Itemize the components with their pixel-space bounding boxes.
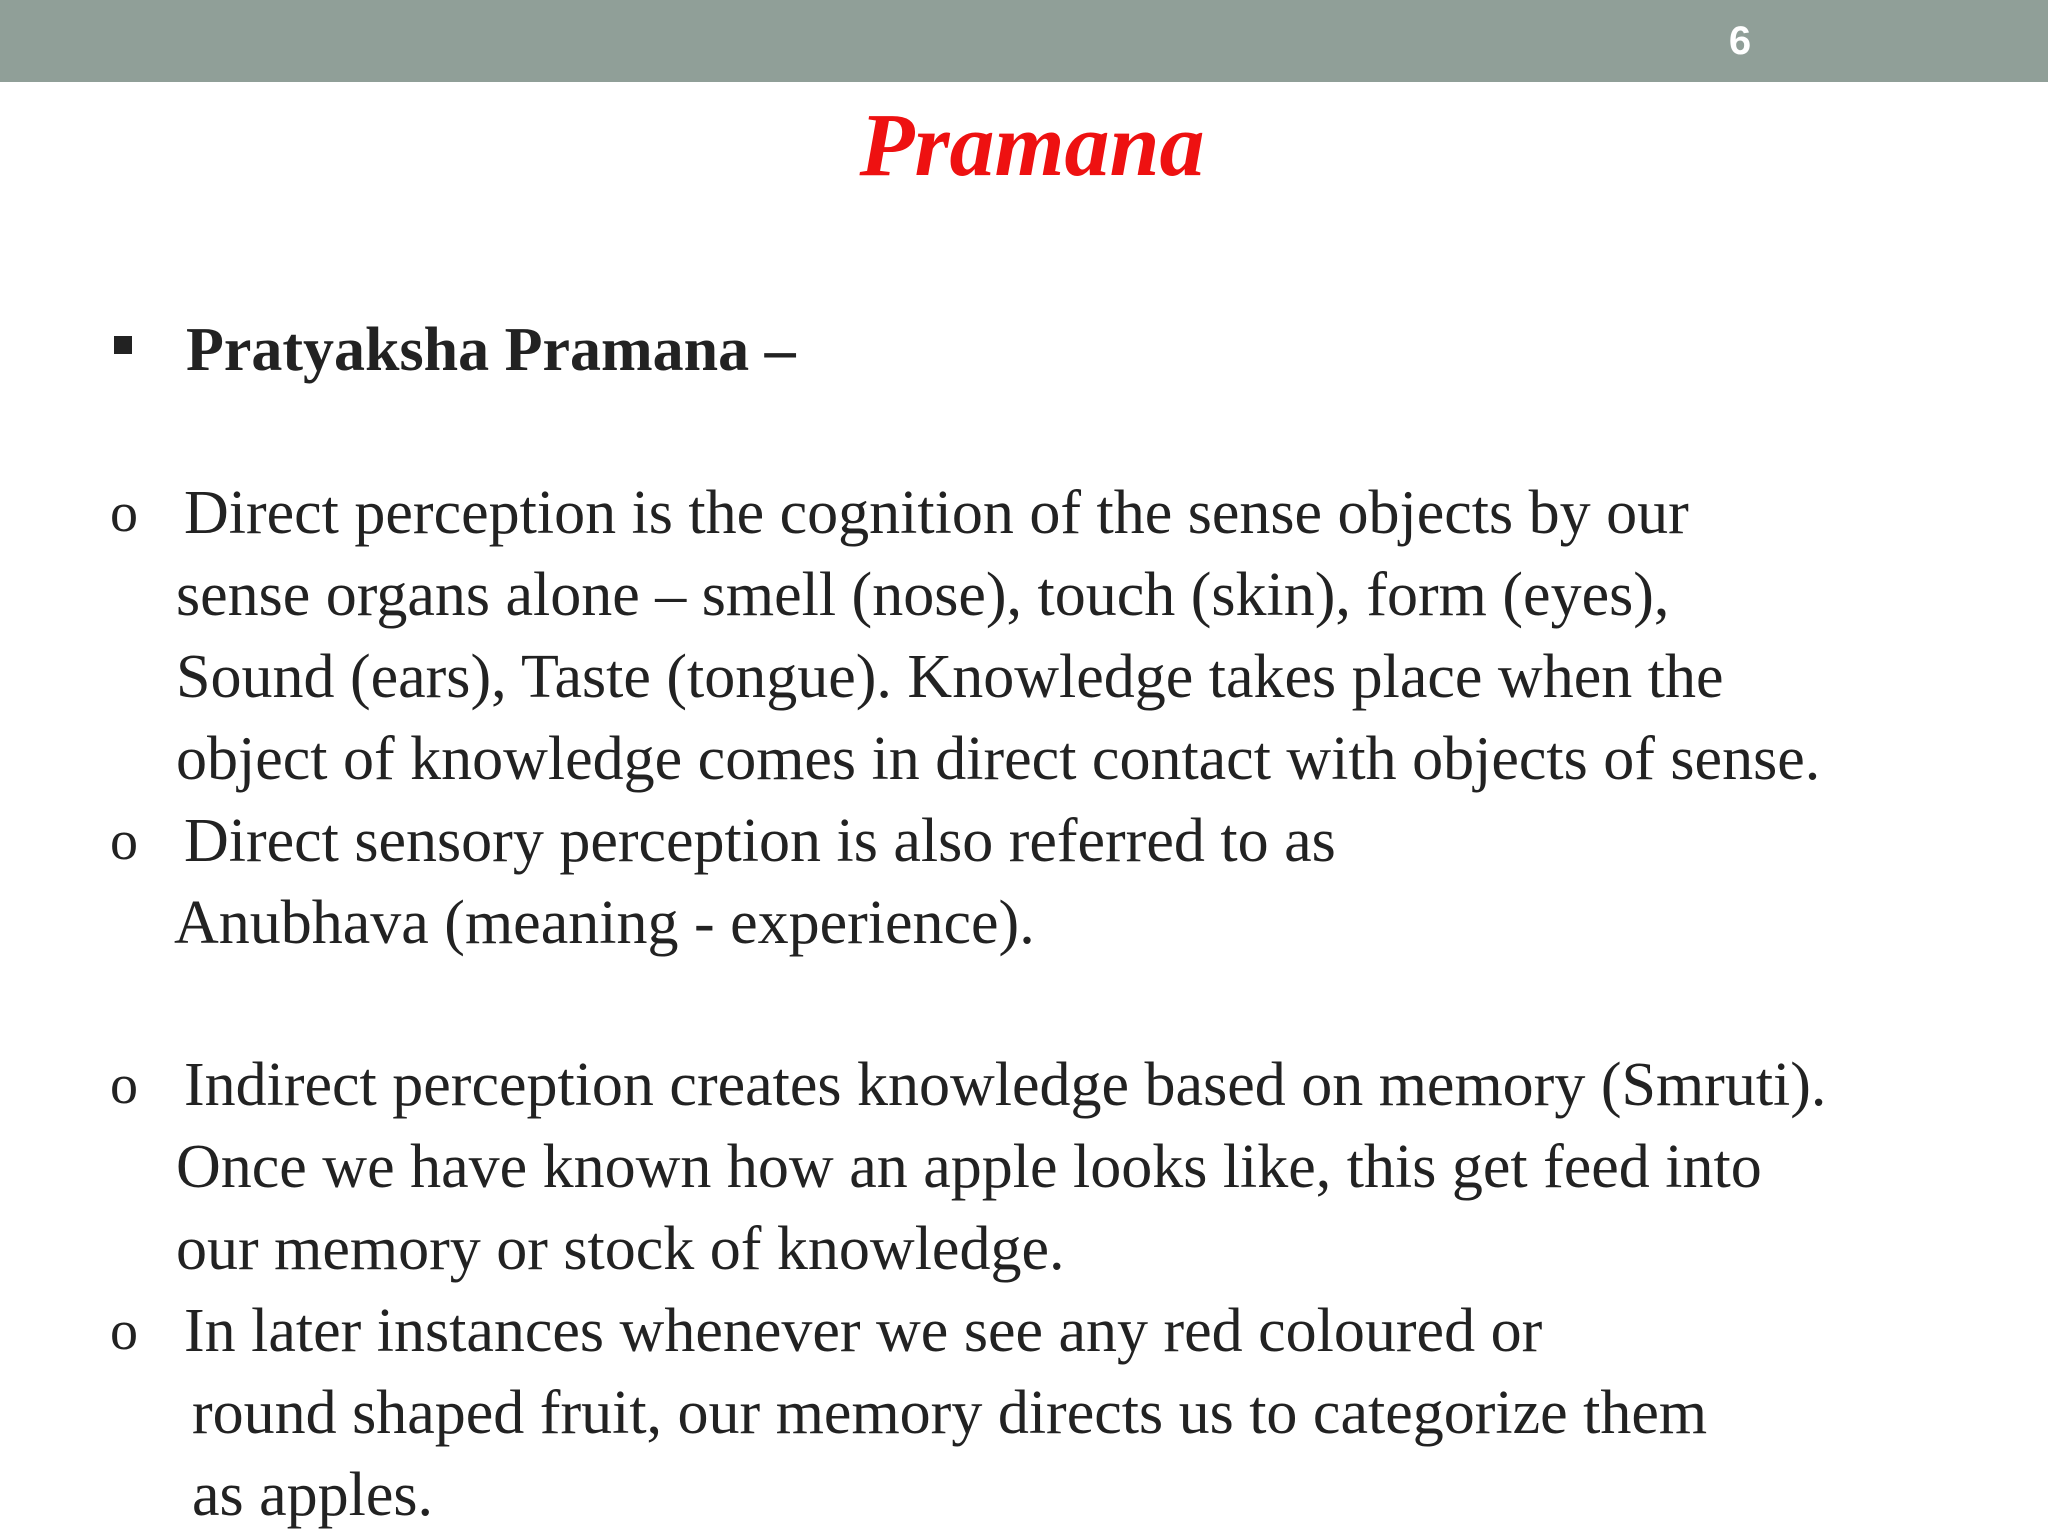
- square-bullet-icon: [114, 336, 132, 354]
- bullet-item-direct-perception: [110, 472, 1990, 800]
- bullet-line: Indirect perception creates knowledge based on memory (Smruti).: [184, 1051, 1827, 1119]
- bullet-item-later-instances: [110, 1290, 1990, 1536]
- circle-bullet-icon: o: [110, 1300, 138, 1362]
- bullet-line: object of knowledge comes in direct contact with objects of sense.: [176, 725, 1821, 793]
- circle-bullet-icon: o: [110, 810, 138, 872]
- header-bar: [0, 0, 2048, 82]
- bullet-line: Once we have known how an apple looks like, this get feed into: [176, 1133, 1762, 1201]
- bullet-line: as apples.: [192, 1461, 434, 1529]
- bullet-line: sense organs alone – smell (nose), touch (skin), form (eyes),: [176, 561, 1670, 629]
- bullet-line: Direct sensory perception is also referred to as: [184, 807, 1336, 875]
- circle-bullet-icon: o: [110, 482, 138, 544]
- bullet-item-anubhava: [110, 800, 1990, 964]
- bullet-line: Direct perception is the cognition of the sense objects by our: [184, 479, 1689, 547]
- bullet-line: Sound (ears), Taste (tongue). Knowledge takes place when the: [176, 643, 1724, 711]
- bullet-line: In later instances whenever we see any red coloured or: [184, 1297, 1543, 1365]
- circle-bullet-icon: o: [110, 1054, 138, 1116]
- slide-title: Pramana: [859, 96, 1205, 195]
- bullet-line: Anubhava (meaning - experience).: [174, 889, 1035, 957]
- slide-number: 6: [1728, 19, 1752, 63]
- bullet-item-indirect-perception: [110, 1044, 1990, 1290]
- section-heading-text: Pratyaksha Pramana –: [186, 316, 796, 384]
- bullet-line: our memory or stock of knowledge.: [176, 1215, 1065, 1283]
- bullet-line: round shaped fruit, our memory directs us to categorize them: [192, 1379, 1708, 1447]
